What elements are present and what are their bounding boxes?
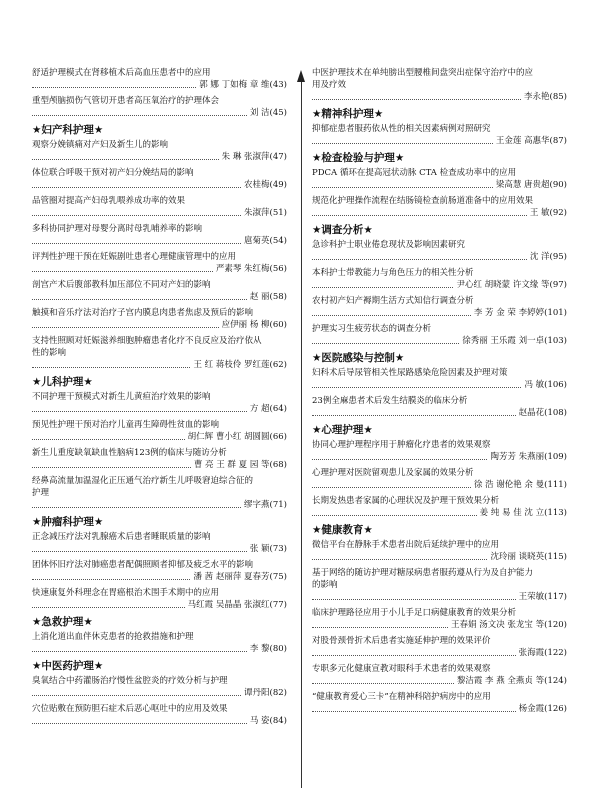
toc-entry[interactable] — [312, 367, 567, 391]
toc-section — [312, 524, 567, 715]
dot-leader — [32, 159, 219, 160]
dot-leader — [312, 343, 459, 344]
entry-title: 评判性护理干预在妊娠剧吐患者心理健康管理中的应用 — [32, 252, 237, 262]
dot-leader — [312, 187, 493, 188]
entry-authors-page: 赵晶花(108) — [518, 408, 567, 418]
entry-authors-row — [32, 151, 287, 163]
dot-leader — [32, 115, 247, 116]
toc-entry[interactable] — [32, 675, 287, 699]
arrow-up-icon — [297, 70, 305, 82]
section-heading: ★医院感染与控制★ — [312, 352, 405, 364]
entry-authors-page: 郭 娜 丁如梅 章 维(43) — [199, 80, 287, 90]
entry-authors-row — [312, 179, 567, 191]
dot-leader — [32, 551, 247, 552]
entry-authors-row — [32, 107, 287, 119]
entry-title: 穴位贴敷在预防胆石症术后恶心呕吐中的应用及效果 — [32, 704, 228, 714]
dot-leader — [32, 695, 241, 696]
dot-leader — [312, 143, 493, 144]
entry-authors-page: 马 姿(84) — [249, 716, 287, 726]
entry-authors-row — [312, 591, 567, 603]
toc-entry[interactable] — [32, 531, 287, 555]
dot-leader — [312, 599, 516, 600]
entry-authors-row — [312, 307, 567, 319]
entry-title: 臭氧结合中药灌肠治疗慢性盆腔炎的疗效分析与护理 — [32, 676, 228, 686]
entry-title: 观察分娩镇痛对产妇及新生儿的影响 — [32, 140, 169, 150]
toc-entry[interactable] — [32, 419, 287, 443]
toc-entry[interactable] — [32, 67, 287, 91]
entry-title: 微信平台在静脉手术患者出院后延续护理中的应用 — [312, 540, 500, 550]
entry-authors-page: 严素琴 朱红梅(56) — [215, 264, 287, 274]
dot-leader — [312, 683, 454, 684]
toc-entry[interactable] — [312, 167, 567, 191]
dot-leader — [32, 87, 196, 88]
entry-authors-page: 杨金霞(126) — [518, 704, 567, 714]
toc-entry[interactable] — [32, 703, 287, 727]
entry-authors-page: 梁高慧 唐贵超(90) — [495, 180, 567, 190]
entry-authors-row — [32, 235, 287, 247]
dot-leader — [32, 215, 241, 216]
entry-title: 新生儿重度缺氧缺血性脑病123例的临床与随访分析 — [32, 448, 227, 458]
entry-authors-row — [312, 451, 567, 463]
toc-entry[interactable] — [32, 587, 287, 611]
entry-authors-row — [312, 703, 567, 715]
entry-authors-row — [32, 571, 287, 583]
toc-entry[interactable] — [32, 251, 287, 275]
toc-section — [32, 376, 287, 511]
entry-title: “健康教育爱心三卡”在精神科陪护病房中的应用 — [312, 692, 491, 702]
entry-authors-row — [312, 551, 567, 563]
entry-authors-row — [32, 715, 287, 727]
entry-authors-row — [312, 379, 567, 391]
section-heading: ★检查检验与护理★ — [312, 152, 405, 164]
entry-authors-page: 潘 茜 赵丽萍 夏春芳(75) — [193, 572, 287, 582]
toc-entry[interactable] — [312, 539, 567, 563]
entry-authors-page: 刘 洁(45) — [249, 108, 287, 118]
entry-authors-row — [312, 251, 567, 263]
entry-title: 上消化道出血伴休克患者的抢救措施和护理 — [32, 632, 194, 642]
toc-section — [32, 616, 287, 655]
entry-authors-row — [32, 79, 287, 91]
toc-entry[interactable] — [312, 607, 567, 631]
entry-title-continued: 用及疗效 — [312, 80, 347, 90]
toc-entry[interactable] — [312, 267, 567, 291]
toc-entry[interactable] — [32, 279, 287, 303]
entry-authors-page: 胡仁辉 曹小红 胡圆圆(66) — [187, 432, 287, 442]
entry-title: 妇科术后导尿管相关性尿路感染危险因素及护理对策 — [312, 368, 508, 378]
entry-title: 品管圈对提高产妇母乳喂养成功率的效果 — [32, 196, 186, 206]
entry-authors-page: 姜 纯 易 佳 沈 立(113) — [479, 508, 567, 518]
entry-authors-row — [32, 319, 287, 331]
toc-entry[interactable] — [32, 447, 287, 471]
entry-authors-row — [312, 619, 567, 631]
dot-leader — [312, 215, 527, 216]
dot-leader — [32, 187, 241, 188]
entry-authors-page: 王金莲 高惠华(87) — [495, 136, 567, 146]
toc-section — [312, 424, 567, 519]
entry-authors-row — [312, 135, 567, 147]
section-heading: ★肿瘤科护理★ — [32, 516, 104, 528]
entry-authors-page: 沈 洋(95) — [529, 252, 567, 262]
entry-title-continued: 护理 — [32, 488, 50, 498]
entry-title-continued: 性的影响 — [32, 348, 67, 358]
section-heading: ★中医药护理★ — [32, 660, 104, 672]
dot-leader — [32, 651, 247, 652]
entry-authors-row — [32, 359, 287, 371]
entry-authors-page: 王 敏(92) — [529, 208, 567, 218]
entry-title: PDCA 循环在提高冠状动脉 CTA 检查成功率中的应用 — [312, 168, 517, 178]
dot-leader — [32, 579, 190, 580]
toc-entry[interactable] — [312, 123, 567, 147]
entry-authors-row — [32, 263, 287, 275]
dot-leader — [32, 243, 241, 244]
toc-entry[interactable] — [312, 295, 567, 319]
entry-title: 不同护理干预模式对新生儿黄疸治疗效果的影响 — [32, 392, 211, 402]
dot-leader — [32, 723, 247, 724]
dot-leader — [32, 271, 213, 272]
entry-authors-page: 张 颖(73) — [249, 544, 287, 554]
entry-title: 支持性照顾对妊娠滋养细胞肿瘤患者化疗不良反应及治疗依从 — [32, 336, 262, 346]
entry-authors-row — [312, 279, 567, 291]
toc-entry[interactable] — [312, 691, 567, 715]
entry-title: 协同心理护理程序用于肿瘤化疗患者的效果观察 — [312, 440, 491, 450]
entry-title: 预见性护理干预对治疗儿童再生障碍性贫血的影响 — [32, 420, 220, 430]
toc-entry[interactable] — [32, 631, 287, 655]
entry-title: 中医护理技术在单纯膀出型腰椎间盘突出症保守治疗中的应 — [312, 68, 534, 78]
toc-section — [312, 152, 567, 219]
toc-entry[interactable] — [32, 307, 287, 331]
dot-leader — [312, 99, 521, 100]
entry-authors-page: 谭丹阳(82) — [244, 688, 287, 698]
toc-section — [32, 660, 287, 727]
entry-title: 正念减压疗法对乳腺癌术后患者睡眠质量的影响 — [32, 532, 211, 542]
entry-title: 23例全麻患者术后发生结膜炎的临床分析 — [312, 396, 468, 406]
toc-entry[interactable] — [32, 223, 287, 247]
toc-entry[interactable] — [312, 439, 567, 463]
dot-leader — [312, 627, 448, 628]
entry-authors-page: 冯 敏(106) — [524, 380, 567, 390]
dot-leader — [312, 559, 487, 560]
entry-title: 急诊科护士职业倦怠现状及影响因素研究 — [312, 240, 466, 250]
entry-title: 经鼻高流量加温湿化正压通气治疗新生儿呼吸窘迫综合征的 — [32, 476, 254, 486]
dot-leader — [32, 327, 219, 328]
toc-entry[interactable] — [312, 663, 567, 687]
toc-entry[interactable] — [32, 559, 287, 583]
entry-authors-page: 扈菊英(54) — [244, 236, 287, 246]
entry-authors-row — [312, 675, 567, 687]
entry-title: 长期发热患者家属的心理状况及护理干预效果分析 — [312, 496, 500, 506]
entry-title: 临床护理路径应用于小儿手足口病健康教育的效果分析 — [312, 608, 517, 618]
entry-authors-row — [312, 507, 567, 519]
toc-entry[interactable] — [312, 195, 567, 219]
entry-authors-page: 朱淑萍(51) — [244, 208, 287, 218]
entry-authors-page: 尹心红 胡晓蒙 许文缘 等(97) — [456, 280, 567, 290]
toc-section — [312, 67, 567, 103]
entry-authors-page: 朱 琳 张淑萍(47) — [221, 152, 287, 162]
dot-leader — [32, 367, 190, 368]
toc-entry[interactable] — [312, 635, 567, 659]
dot-leader — [312, 711, 516, 712]
entry-authors-page: 赵 丽(58) — [249, 292, 287, 302]
entry-authors-page: 李 芳 金 荣 李婷婷(101) — [473, 308, 567, 318]
dot-leader — [312, 315, 471, 316]
toc-entry[interactable] — [32, 95, 287, 119]
toc-entry[interactable] — [312, 323, 567, 347]
entry-authors-row — [312, 407, 567, 419]
entry-authors-page: 马红霞 吴晶晶 张淑红(77) — [187, 600, 287, 610]
entry-title: 多科协同护理对母婴分离时母乳哺养率的影响 — [32, 224, 203, 234]
entry-authors-page: 王荣敏(117) — [518, 592, 567, 602]
entry-authors-page: 沈玲丽 谈晓英(115) — [490, 552, 567, 562]
toc-section — [32, 67, 287, 119]
dot-leader — [312, 487, 471, 488]
toc-entry[interactable] — [32, 335, 287, 371]
toc-section — [312, 352, 567, 419]
dot-leader — [312, 287, 453, 288]
toc-entry[interactable] — [312, 67, 567, 103]
entry-authors-row — [312, 479, 567, 491]
entry-authors-page: 陶芳芳 朱燕丽(109) — [490, 452, 567, 462]
entry-title: 触摸和音乐疗法对治疗子宫内膜息肉患者焦虑及预后的影响 — [32, 308, 254, 318]
toc-entry[interactable] — [32, 139, 287, 163]
dot-leader — [312, 387, 521, 388]
dot-leader — [312, 415, 516, 416]
entry-authors-page: 王春娟 汤文决 张龙宝 等(120) — [451, 620, 567, 630]
entry-title: 舒适护理模式在肾移植术后高血压患者中的应用 — [32, 68, 211, 78]
entry-authors-page: 李永艳(85) — [524, 92, 567, 102]
toc-entry[interactable] — [312, 495, 567, 519]
toc-entry[interactable] — [312, 239, 567, 263]
dot-leader — [32, 439, 185, 440]
entry-authors-page: 应伊丽 杨 柳(60) — [221, 320, 287, 330]
entry-title: 专职多元化健康宣教对眼科手术患者的效果观察 — [312, 664, 491, 674]
entry-authors-row — [312, 207, 567, 219]
entry-authors-page: 方 超(64) — [249, 404, 287, 414]
entry-authors-row — [32, 543, 287, 555]
entry-authors-page: 徐 浩 谢伦艳 余 曼(111) — [473, 480, 567, 490]
entry-authors-page: 曹 亮 王 群 夏 园 等(68) — [193, 460, 287, 470]
entry-authors-page: 张海霞(122) — [518, 648, 567, 658]
section-heading: ★精神科护理★ — [312, 108, 384, 120]
toc-section — [312, 108, 567, 147]
entry-title: 对股骨颈骨折术后患者实施延伸护理的效果评价 — [312, 636, 491, 646]
entry-authors-row — [32, 599, 287, 611]
entry-authors-page: 黎洁霞 李 燕 全燕贞 等(124) — [456, 676, 567, 686]
entry-title: 团体怀旧疗法对肺癌患者配偶照顾者抑郁及疲乏水平的影响 — [32, 560, 254, 570]
entry-authors-row — [32, 687, 287, 699]
entry-title: 重型颅脑损伤气管切开患者高压氧治疗的护理体会 — [32, 96, 220, 106]
entry-authors-row — [32, 431, 287, 443]
toc-section — [32, 516, 287, 611]
entry-authors-row — [32, 643, 287, 655]
toc-section — [32, 124, 287, 371]
toc-entry[interactable] — [312, 467, 567, 491]
entry-title: 心理护理对医院留观患儿及家属的效果分析 — [312, 468, 474, 478]
entry-title: 快速康复外科理念在胃癌根治术围手术期中的应用 — [32, 588, 220, 598]
entry-title-continued: 的影响 — [312, 580, 338, 590]
dot-leader — [312, 655, 516, 656]
dot-leader — [32, 467, 191, 468]
left-column — [32, 62, 287, 731]
entry-title: 体位联合呼吸干预对初产妇分娩结局的影响 — [32, 168, 194, 178]
section-heading: ★心理护理★ — [312, 424, 373, 436]
section-heading: ★调查分析★ — [312, 224, 373, 236]
section-heading: ★儿科护理★ — [32, 376, 93, 388]
entry-authors-row — [32, 207, 287, 219]
entry-title: 剖宫产术后腹部教科加压部位不同对产妇的影响 — [32, 280, 211, 290]
entry-title: 基于网络的随访护理对糖尿病患者服药遵从行为及自护能力 — [312, 568, 534, 578]
entry-title: 规范化护理操作流程在结肠镜检查前肠道准备中的应用效果 — [312, 196, 534, 206]
dot-leader — [32, 507, 241, 508]
entry-title: 本科护士带教能力与角色压力的相关性分析 — [312, 268, 474, 278]
section-heading: ★妇产科护理★ — [32, 124, 104, 136]
entry-authors-row — [312, 91, 567, 103]
toc-entry[interactable] — [32, 391, 287, 415]
entry-authors-row — [32, 499, 287, 511]
toc-entry[interactable] — [312, 395, 567, 419]
entry-title: 抑郁症患者服药依从性的相关因素病例对照研究 — [312, 124, 491, 134]
dot-leader — [32, 411, 247, 412]
dot-leader — [312, 515, 477, 516]
entry-title: 护理实习生疲劳状态的调查分析 — [312, 324, 432, 334]
entry-authors-page: 王 红 蒋枝伶 罗红莲(62) — [193, 360, 287, 370]
toc-entry[interactable] — [32, 195, 287, 219]
entry-title: 农村初产妇产褥期生活方式知信行调查分析 — [312, 296, 474, 306]
dot-leader — [312, 259, 527, 260]
entry-authors-page: 徐秀丽 王乐霞 刘一卓(103) — [462, 336, 567, 346]
dot-leader — [312, 459, 487, 460]
right-column — [312, 62, 567, 719]
toc-section — [312, 224, 567, 347]
toc-entry[interactable] — [32, 167, 287, 191]
section-heading: ★急救护理★ — [32, 616, 93, 628]
dot-leader — [32, 299, 247, 300]
column-divider — [301, 82, 302, 788]
entry-authors-row — [32, 403, 287, 415]
entry-authors-row — [32, 291, 287, 303]
entry-authors-page: 李 黎(80) — [249, 644, 287, 654]
entry-authors-page: 农桂梅(49) — [244, 180, 287, 190]
toc-entry[interactable] — [32, 475, 287, 511]
entry-authors-row — [32, 179, 287, 191]
section-heading: ★健康教育★ — [312, 524, 373, 536]
entry-authors-row — [312, 335, 567, 347]
entry-authors-page: 缪字燕(71) — [244, 500, 287, 510]
entry-authors-row — [312, 647, 567, 659]
entry-authors-row — [32, 459, 287, 471]
dot-leader — [32, 607, 185, 608]
toc-entry[interactable] — [312, 567, 567, 603]
